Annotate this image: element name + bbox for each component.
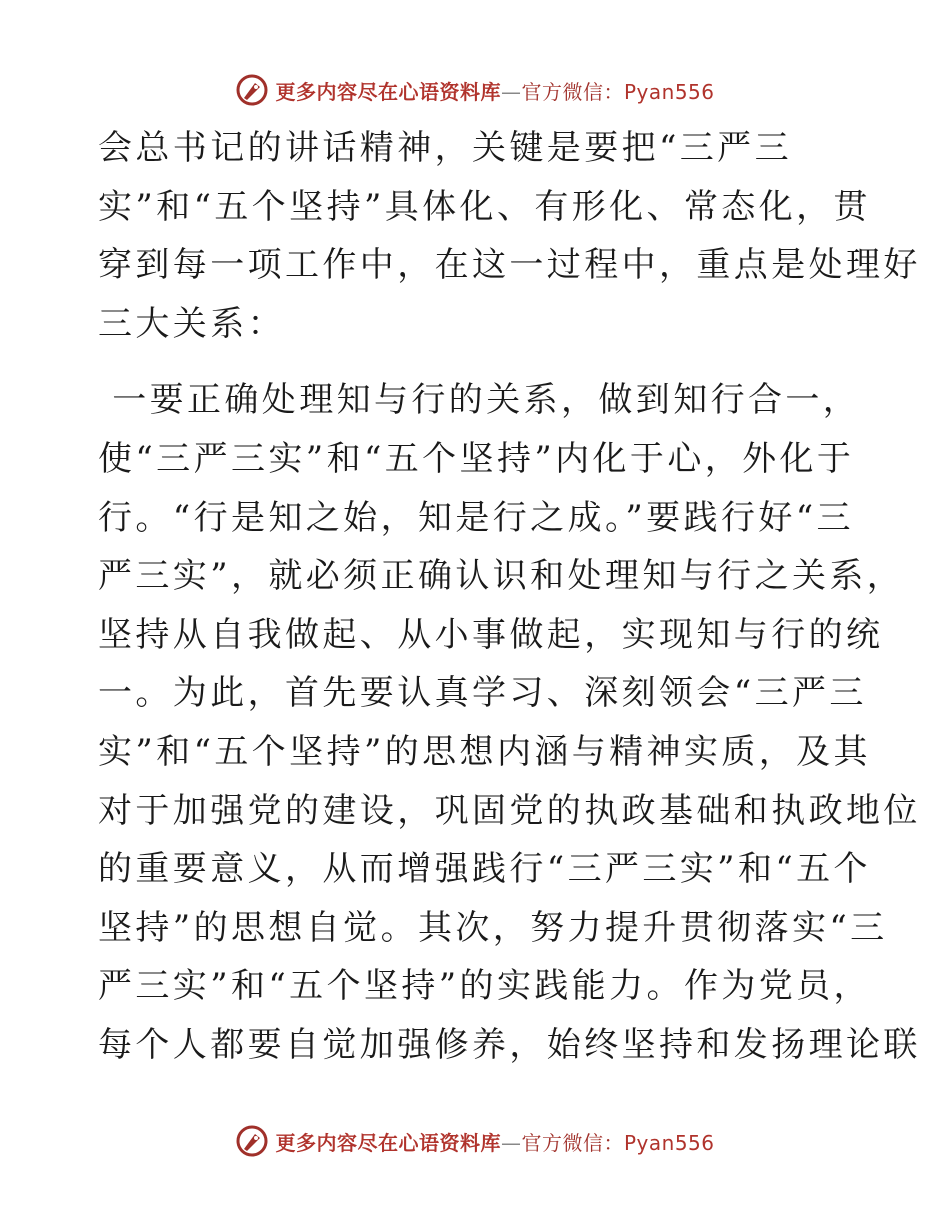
footer-watermark xyxy=(0,1121,950,1161)
watermark-handle: Pyan556 xyxy=(623,1130,715,1155)
watermark-dash: — xyxy=(500,79,522,104)
text-line: 实”和“五个坚持”具体化、有形化、常态化，贯 xyxy=(98,186,871,227)
paragraph-2 xyxy=(98,371,921,1074)
watermark-brand: 更多内容尽在心语资料库 xyxy=(275,1130,501,1155)
text-line: 使“三严三实”和“五个坚持”内化于心，外化于 xyxy=(98,438,855,479)
text-line: 严三实”和“五个坚持”的实践能力。作为党员， xyxy=(98,966,871,1007)
header-watermark xyxy=(0,70,950,110)
text-line: 一要正确处理知与行的关系，做到知行合一， xyxy=(98,380,861,421)
watermark-handle: Pyan556 xyxy=(623,79,715,104)
text-line: 行。“行是知之始，知是行之成。”要践行好“三 xyxy=(98,497,854,538)
text-line: 实”和“五个坚持”的思想内涵与精神实质，及其 xyxy=(98,731,871,772)
watermark-suffix: 官方微信： xyxy=(521,1130,624,1155)
document-body xyxy=(98,119,921,1075)
text-line: 的重要意义，从而增强践行“三严三实”和“五个 xyxy=(98,849,871,890)
watermark-text xyxy=(275,1127,714,1156)
text-line: 穿到每一项工作中，在这一过程中，重点是处理好 xyxy=(98,245,921,286)
watermark-dash: — xyxy=(500,1130,522,1155)
text-line: 坚持”的思想自觉。其次，努力提升贯彻落实“三 xyxy=(98,907,888,948)
pen-nib-circle-icon xyxy=(235,73,269,107)
watermark-suffix: 官方微信： xyxy=(521,79,624,104)
text-line: 坚持从自我做起、从小事做起，实现知与行的统 xyxy=(98,614,884,655)
text-line: 会总书记的讲话精神，关键是要把“三严三 xyxy=(98,128,792,168)
text-line: 严三实”，就必须正确认识和处理知与行之关系， xyxy=(98,556,905,597)
text-line: 每个人都要自觉加强修养，始终坚持和发扬理论联 xyxy=(98,1024,921,1065)
text-line: 对于加强党的建设，巩固党的执政基础和执政地位 xyxy=(98,790,921,831)
text-line: 一。为此，首先要认真学习、深刻领会“三严三 xyxy=(98,673,867,714)
paragraph-gap xyxy=(98,353,858,371)
watermark-brand: 更多内容尽在心语资料库 xyxy=(275,79,501,104)
paragraph-1 xyxy=(98,119,921,353)
watermark-text xyxy=(275,76,714,105)
text-line: 三大关系： xyxy=(98,303,285,344)
pen-nib-circle-icon xyxy=(235,1124,269,1158)
